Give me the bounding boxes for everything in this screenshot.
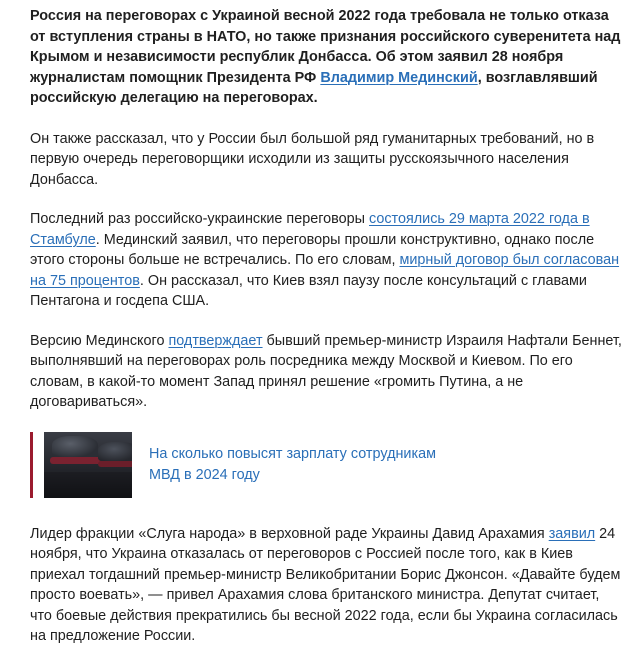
shoulders-shape [44,472,132,498]
police-cap-shape-2 [98,442,132,462]
related-article-title[interactable]: На сколько повысят зарплату сотрудникам МВД в 2024 году [149,446,436,483]
lead-paragraph [30,6,625,109]
related-article-image[interactable] [44,432,132,498]
link-confirms[interactable]: подтверждает [168,332,263,349]
paragraph-text-2: 24 ноября, что Украина отказалась от переговоров с Россией после того, как в Киев приехал тогдашний премьер-министр Великобритании Борис Джонсон. «Давайте будем просто воевать», — привел Арахамия слова британского министра. Депутат считает, что боевые действия прекратились бы весной 2022 года, если бы Украина согласилась на предложение России. [30,525,621,644]
paragraph-bennett [30,331,625,413]
cap-band-shape [50,457,102,464]
paragraph-text-1: Последний раз российско-украинские переговоры [30,211,369,227]
paragraph-arakhamia [30,524,625,647]
link-medinsky[interactable]: Владимир Мединский [320,69,478,86]
paragraph-text-2: бывший премьер-министр Израиля Нафтали Беннет, выполнявший на переговорах роль посредника между Москвой и Киевом. По его словам, в какой-то момент Запад принял решение «громить Путина, а не договариваться». [30,332,622,410]
police-cap-shape [52,436,98,458]
lead-text-1: Россия на переговорах с Украиной весной 2022 года требовала не только отказа от вступления страны в НАТО, но также признания российского суверенитета над Крымом и независимости республик Донбасса. Об этом заявил 28 ноября журналистам помощник Президента РФ [30,8,621,86]
paragraph-text-1: Версию Мединского [30,332,169,349]
paragraph-humanitarian [30,129,625,191]
paragraph-text: Он также рассказал, что у России был большой ряд гуманитарных требований, но в первую очередь переговорщики исходили из защиты русскоязычного населения Донбасса. [30,130,595,188]
cap-band-shape-2 [98,461,132,467]
paragraph-istanbul [30,209,625,312]
paragraph-text-1: Лидер фракции «Слуга народа» в верховной раде Украины Давид Арахамия [30,525,549,542]
link-stated[interactable]: заявил [548,525,596,542]
lead-text-2: , возглавлявший российскую делегацию на переговорах. [30,69,598,106]
link-peace-treaty[interactable]: мирный договор был согласован на 75 процентов [30,252,620,289]
link-istanbul-talks[interactable]: состоялись 29 марта 2022 года в Стамбуле [30,211,590,248]
article-body [30,6,625,666]
related-article-card[interactable] [30,432,625,498]
paragraph-text-3: . Он рассказал, что Киев взял паузу после консультаций с главами Пентагона и госдепа США. [30,272,587,309]
paragraph-text-2: . Мединский заявил, что переговоры прошли конструктивно, однако после этого стороны больше не встречались. По его словам, [30,231,595,268]
